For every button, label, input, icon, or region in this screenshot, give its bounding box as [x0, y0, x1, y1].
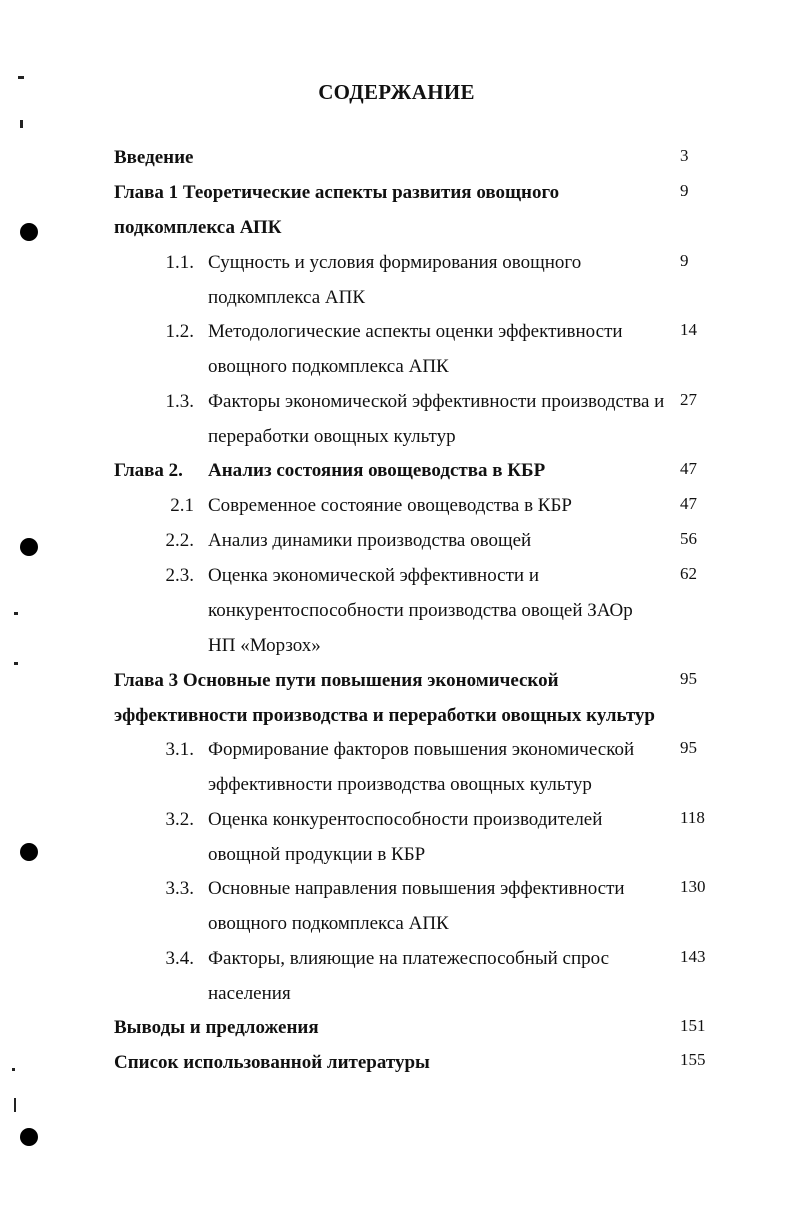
toc-intro-page: 3	[680, 146, 689, 165]
toc-section-3-4-line2: населения	[208, 983, 291, 1004]
punch-hole	[20, 843, 38, 861]
toc-section-number: 1.3.	[165, 391, 194, 412]
toc-conclusions-page: 151	[680, 1016, 706, 1035]
toc-section-1-3-line1: Факторы экономической эффективности производства и	[208, 391, 665, 412]
toc-section-3-3-line1: Основные направления повышения эффективности	[208, 878, 625, 899]
toc-section-number: 2.3.	[165, 565, 194, 586]
toc-references: Список использованной литературы	[114, 1052, 430, 1073]
scan-speck	[18, 76, 24, 79]
toc-section-2-2-line1: Анализ динамики производства овощей	[208, 530, 532, 551]
toc-section-3-2-page: 118	[680, 808, 705, 827]
toc-section-number: 1.1.	[165, 252, 194, 273]
toc-section-1-1-line1: Сущность и условия формирования овощного	[208, 252, 582, 273]
toc-chapter-3-line1: Глава 3 Основные пути повышения экономической	[114, 670, 559, 691]
toc-section-1-1-line2: подкомплекса АПК	[208, 287, 366, 308]
punch-hole	[20, 1128, 38, 1146]
toc-section-3-3-line2: овощного подкомплекса АПК	[208, 913, 449, 934]
scan-speck	[14, 612, 18, 615]
toc-section-3-1-page: 95	[680, 738, 697, 757]
toc-section-number: 3.2.	[165, 809, 194, 830]
toc-section-3-2-line2: овощной продукции в КБР	[208, 844, 426, 865]
toc-chapter-1-line1: Глава 1 Теоретические аспекты развития овощного	[114, 182, 560, 203]
scan-speck	[14, 1098, 16, 1112]
toc-section-1-2-page: 14	[680, 320, 697, 339]
toc-section-1-3-page: 27	[680, 390, 697, 409]
toc-section-3-3-page: 130	[680, 877, 706, 896]
toc-section-number: 3.4.	[165, 948, 194, 969]
toc-section-1-2-line2: овощного подкомплекса АПК	[208, 356, 449, 377]
toc-section-2-1-page: 47	[680, 494, 697, 513]
toc-section-number: 2.1	[170, 495, 194, 516]
page-title: СОДЕРЖАНИЕ	[318, 80, 475, 104]
toc-section-2-1-line1: Современное состояние овощеводства в КБР	[208, 495, 572, 516]
toc-section-number: 1.2.	[165, 321, 194, 342]
toc-section-3-4-line1: Факторы, влияющие на платежеспособный спрос	[208, 948, 610, 969]
toc-chapter-2-title: Анализ состояния овощеводства в КБР	[208, 460, 546, 481]
toc-section-3-1-line1: Формирование факторов повышения экономической	[208, 739, 635, 760]
toc-section-number: 3.3.	[165, 878, 194, 899]
toc-section-3-1-line2: эффективности производства овощных культур	[208, 774, 592, 795]
scan-speck	[14, 662, 18, 665]
toc-section-3-4-page: 143	[680, 947, 706, 966]
toc-section-2-3-line1: Оценка экономической эффективности и	[208, 565, 539, 586]
toc-section-number: 2.2.	[165, 530, 194, 551]
punch-hole	[20, 538, 38, 556]
toc-section-3-2-line1: Оценка конкурентоспособности производителей	[208, 809, 603, 830]
toc-section-1-2-line1: Методологические аспекты оценки эффективности	[208, 321, 623, 342]
toc-section-number: 3.1.	[165, 739, 194, 760]
toc-section-2-3-line3: НП «Морзох»	[208, 635, 321, 656]
scan-speck	[12, 1068, 15, 1071]
toc-section-1-1-page: 9	[680, 251, 689, 270]
scan-speck	[20, 120, 23, 128]
toc-section-2-3-page: 62	[680, 564, 697, 583]
toc-chapter-2-number: Глава 2.	[114, 460, 183, 481]
toc-section-2-3-line2: конкурентоспособности производства овощей ЗАОр	[208, 600, 633, 621]
toc-chapter-1-page: 9	[680, 181, 689, 200]
punch-hole	[20, 223, 38, 241]
toc-chapter-3-line2: эффективности производства и переработки овощных культур	[114, 705, 655, 726]
toc-section-2-2-page: 56	[680, 529, 697, 548]
toc-conclusions: Выводы и предложения	[114, 1017, 319, 1038]
toc-references-page: 155	[680, 1050, 706, 1069]
toc-intro: Введение	[114, 147, 194, 168]
toc-chapter-3-page: 95	[680, 669, 697, 688]
toc-section-1-3-line2: переработки овощных культур	[208, 426, 456, 447]
toc-chapter-1-line2: подкомплекса АПК	[114, 217, 282, 238]
toc-chapter-2-page: 47	[680, 459, 697, 478]
